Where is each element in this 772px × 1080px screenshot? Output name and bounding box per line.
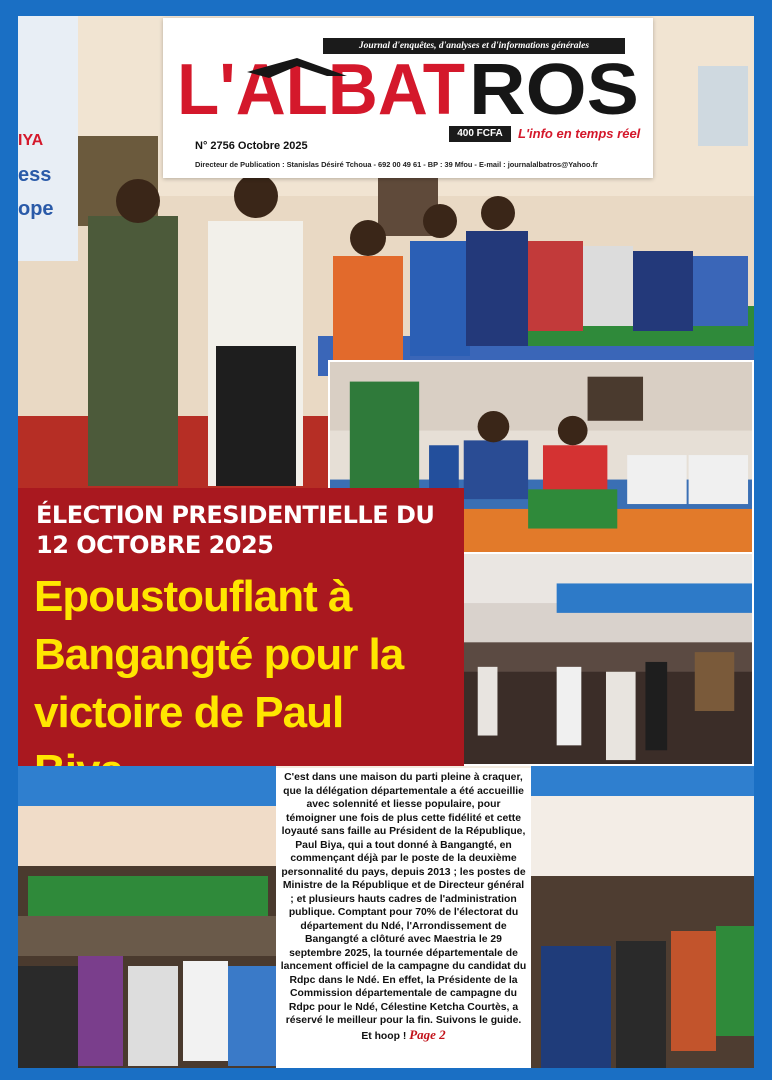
masthead	[163, 18, 653, 178]
kicker-line-1: ÉLECTION PRESIDENTIELLE DU	[36, 501, 435, 529]
banner-text-3: ope	[18, 198, 54, 220]
photo-crowd-hall	[456, 552, 754, 766]
albatros-logo	[177, 52, 647, 124]
logo-text-red: L'ALBAT	[177, 52, 466, 124]
tagline: Journal d'enquêtes, d'analyses et d'informations générales	[323, 38, 625, 54]
article-text: C'est dans une maison du parti pleine à craquer, que la délégation départementale a été accueillie avec solennité et liesse populaire, pour témoigner une fois de plus cette fidélité et cette loyauté sans faille au Président de la République, Paul Biya, qui a tout donné à Bangangté, en commençant déjà par le poste de la deuxième personnalité du pays, depuis 2013 ; les postes de Ministre de la République et de Directeur général ; et plusieurs hauts cadres de l'administration publique. Comptant pour 70% de l'électorat du département du Ndé, l'Arrondissement de Bangangté a clôturé avec Maestria le 29 septembre 2025, la tournée départementale de lancement officiel de la campagne du candidat du Rdpc dans le Ndé. En effet, la Présidente de la Commission départementale de campagne du Rdpc pour le Ndé, Célestine Ketcha Courtès, a réservé le meilleur pour la fin. Suivons le guide. Et hoop !	[280, 772, 527, 1042]
issue-number: N° 2756 Octobre 2025	[195, 140, 308, 152]
logo-text-black: ROS	[469, 52, 639, 124]
slogan: L'info en temps réel	[518, 126, 641, 141]
cover-inner	[18, 16, 754, 1068]
headline-kicker	[36, 500, 456, 560]
title-line-1: Epoustouflant à	[34, 572, 352, 621]
title-line-2: Bangangté pour la	[34, 630, 404, 679]
photo-crowd-seated-right	[531, 766, 754, 1068]
price-tag: 400 FCFA	[449, 126, 511, 142]
banner-text-2: ess	[18, 164, 52, 186]
photo-crowd-seated-left	[18, 766, 276, 1068]
article-body	[276, 768, 531, 1068]
banner-text	[18, 124, 58, 226]
title-line-3: victoire de Paul	[34, 688, 344, 737]
page-reference: Page 2	[409, 1026, 446, 1042]
banner-text-1: IYA	[18, 132, 44, 149]
publisher-contact: Directeur de Publication : Stanislas Désiré Tchoua - 692 00 49 61 - BP : 39 Mfou - E-mail : journalalbatros@Yahoo.fr	[195, 160, 598, 169]
kicker-line-2: 12 OCTOBRE 2025	[36, 531, 274, 559]
headline-block	[18, 488, 464, 766]
